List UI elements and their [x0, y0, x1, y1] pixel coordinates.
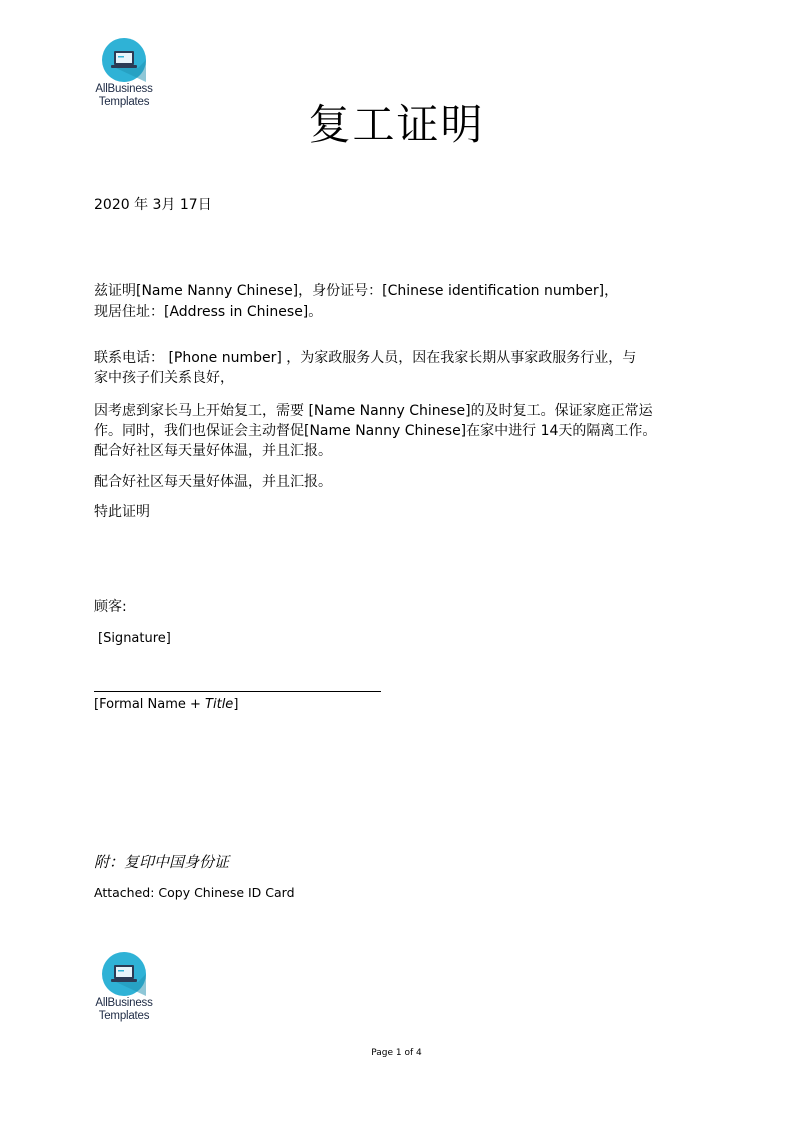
logo-text: [84, 997, 164, 1023]
laptop-logo-icon: [102, 38, 146, 82]
signature-placeholder: [Signature]: [98, 631, 171, 646]
company-logo-bottom: [84, 952, 164, 1023]
paragraph-3: [94, 401, 714, 461]
paragraph-2-line-1: 联系电话： [Phone number] ，为家政服务人员，因在我家长期从事家政服务行业，与: [94, 350, 637, 366]
paragraph-1-line-1: 兹证明[Name Nanny Chinese]，身份证号：[Chinese identification number]，: [94, 283, 619, 299]
paragraph-3-line-3: 配合好社区每天量好体温，并且汇报。: [94, 443, 332, 459]
laptop-logo-icon: [102, 952, 146, 996]
attachment-english: Attached: Copy Chinese ID Card: [94, 885, 295, 900]
paragraph-3-line-2: 作。同时，我们也保证会主动督促[Name Nanny Chinese]在家中进行 14天的隔离工作。: [94, 423, 657, 439]
logo-line-1: AllBusiness: [95, 83, 153, 95]
paragraph-2-line-2: 家中孩子们关系良好，: [94, 370, 234, 386]
client-label: 顾客:: [94, 599, 127, 615]
formal-title-text: Title: [205, 697, 234, 712]
paragraph-1-line-2: 现居住址：[Address in Chinese]。: [94, 304, 323, 320]
date: 2020 年 3月 17日: [94, 197, 212, 213]
formal-name-text: [Formal Name +: [94, 697, 206, 712]
paragraph-1: [94, 281, 714, 322]
logo-line-2: Templates: [98, 1010, 150, 1022]
logo-line-2: Templates: [98, 96, 150, 108]
signature-line: [94, 691, 381, 692]
paragraph-2: [94, 348, 714, 388]
formal-name-title: [94, 695, 714, 715]
document-title: 复工证明: [308, 100, 485, 149]
attachment-chinese: 附：复印中国身份证: [94, 853, 230, 871]
formal-end-bracket: ]: [233, 697, 239, 712]
logo-line-1: AllBusiness: [95, 997, 153, 1009]
paragraph-3-line-1: 因考虑到家长马上开始复工，需要 [Name Nanny Chinese]的及时复工。保证家庭正常运: [94, 403, 653, 419]
closing-text: 特此证明: [94, 504, 150, 520]
page-number: Page 1 of 4: [371, 1048, 422, 1058]
paragraph-4: 配合好社区每天量好体温，并且汇报。: [94, 474, 332, 490]
